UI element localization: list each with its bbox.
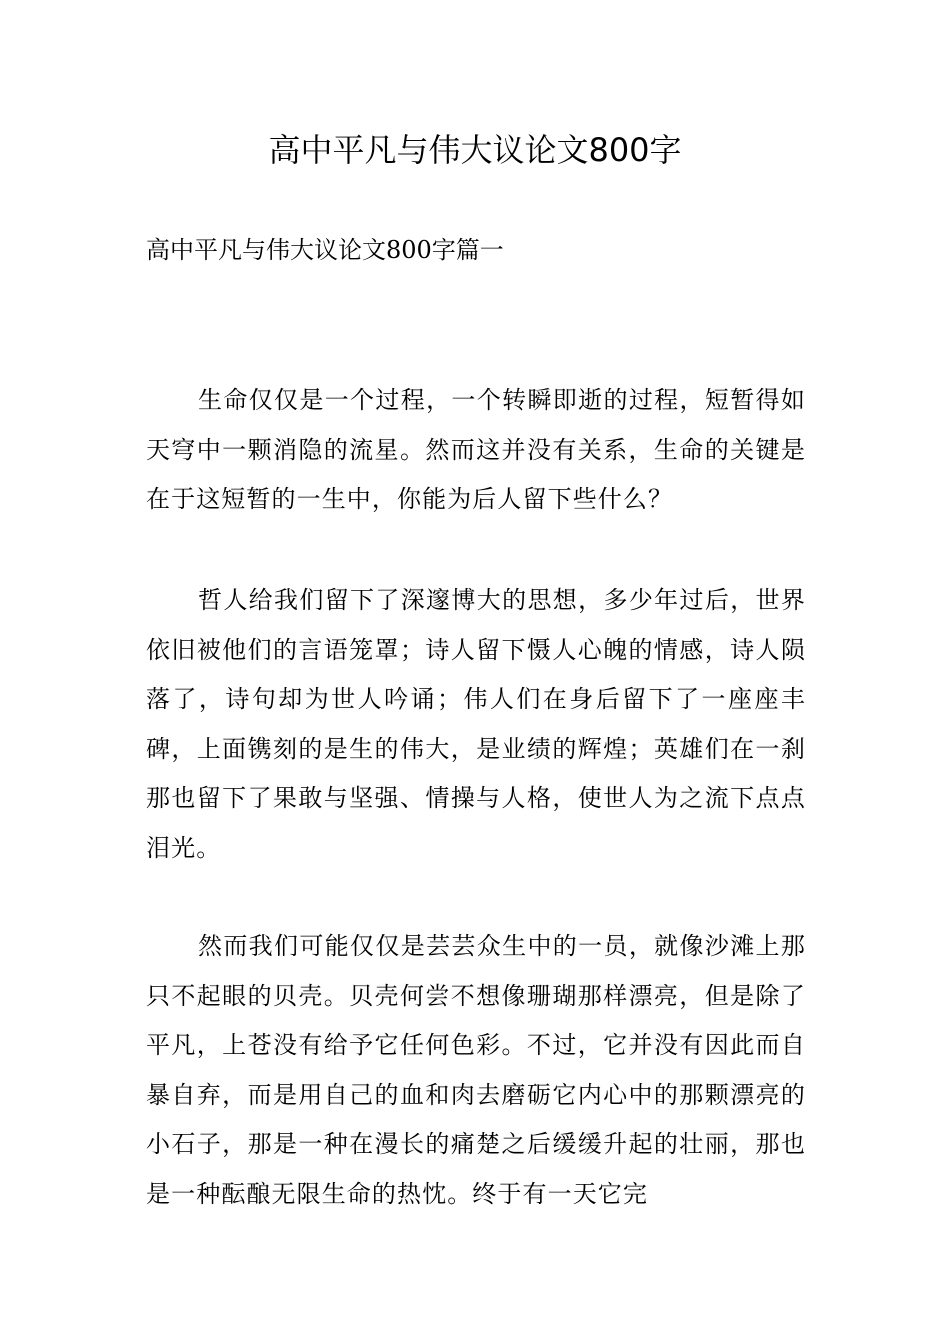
paragraph-2: 哲人给我们留下了深邃博大的思想，多少年过后，世界依旧被他们的言语笼罩；诗人留下慑人心魄的情感，诗人陨落了，诗句却为世人吟诵；伟人们在身后留下了一座座丰碑，上面镌刻的是生的伟大，是业绩的辉煌；英雄们在一刹那也留下了果敢与坚强、情操与人格，使世人为之流下点点泪光。: [146, 586, 806, 862]
paragraph-3: 然而我们可能仅仅是芸芸众生中的一员，就像沙滩上那只不起眼的贝壳。贝壳何尝不想像珊瑚那样漂亮，但是除了平凡，上苍没有给予它任何色彩。不过，它并没有因此而自暴自弃，而是用自己的血和肉去磨砺它内心中的那颗漂亮的小石子，那是一种在漫长的痛楚之后缓缓升起的壮丽，那也是一种酝酿无限生命的热忱。终于有一天它完: [146, 932, 806, 1208]
paragraph-1: 生命仅仅是一个过程，一个转瞬即逝的过程，短暂得如天穹中一颗消隐的流星。然而这并没有关系，生命的关键是在于这短暂的一生中，你能为后人留下些什么？: [146, 386, 806, 514]
document-title: 高中平凡与伟大议论文800字: [268, 131, 682, 169]
section-heading: 高中平凡与伟大议论文800字篇一: [146, 236, 504, 264]
